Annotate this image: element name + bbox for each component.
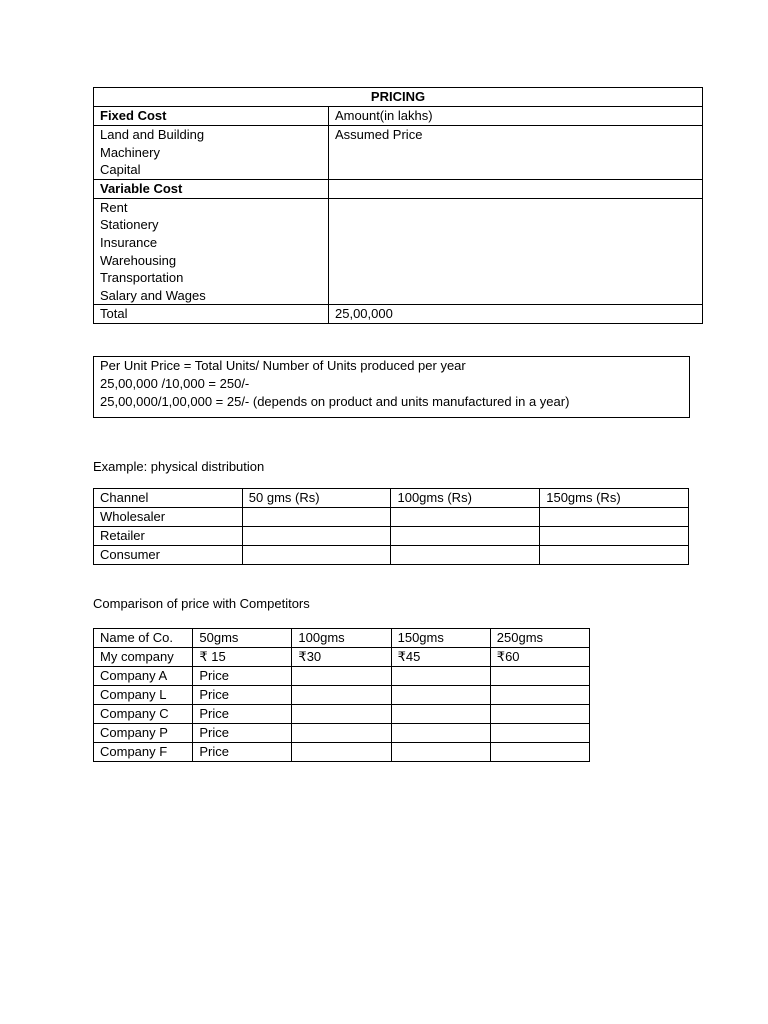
table-cell	[242, 508, 391, 527]
table-cell	[490, 686, 589, 705]
distribution-label: Example: physical distribution	[93, 459, 265, 474]
table-cell: Company P	[94, 724, 193, 743]
table-cell	[391, 546, 540, 565]
table-cell	[391, 667, 490, 686]
table-cell	[490, 743, 589, 762]
table-cell: My company	[94, 648, 193, 667]
distribution-table	[93, 488, 689, 565]
table-cell	[292, 705, 391, 724]
table-cell	[540, 546, 689, 565]
variable-cost-items	[94, 198, 329, 305]
table-cell	[292, 686, 391, 705]
table-cell: Company C	[94, 705, 193, 724]
header-cell: 50 gms (Rs)	[242, 489, 391, 508]
table-cell	[292, 724, 391, 743]
variable-cost-amount	[329, 179, 703, 198]
amount-header: Amount(in lakhs)	[329, 107, 703, 126]
table-cell: Wholesaler	[94, 508, 243, 527]
competitors-table	[93, 628, 590, 762]
header-cell: 150gms (Rs)	[540, 489, 689, 508]
table-row	[94, 648, 590, 667]
table-cell: ₹60	[490, 648, 589, 667]
header-cell: Channel	[94, 489, 243, 508]
pricing-title: PRICING	[94, 88, 703, 107]
table-row	[94, 527, 689, 546]
table-row	[94, 667, 590, 686]
table-row	[94, 743, 590, 762]
table-cell	[540, 527, 689, 546]
header-cell: 150gms	[391, 629, 490, 648]
table-header-row	[94, 489, 689, 508]
variable-item: Insurance	[100, 234, 158, 250]
table-cell	[391, 705, 490, 724]
variable-item: Rent	[100, 199, 128, 215]
table-row	[94, 686, 590, 705]
table-cell: Company L	[94, 686, 193, 705]
table-cell: ₹ 15	[193, 648, 292, 667]
table-cell: Price	[193, 743, 292, 762]
table-cell	[292, 667, 391, 686]
table-cell	[391, 527, 540, 546]
variable-item: Warehousing	[100, 252, 177, 268]
table-cell	[242, 546, 391, 565]
table-cell	[292, 743, 391, 762]
table-cell: Price	[193, 724, 292, 743]
table-cell	[490, 705, 589, 724]
fixed-item: Machinery	[100, 144, 160, 160]
table-row	[94, 546, 689, 565]
table-cell	[490, 667, 589, 686]
competitors-label: Comparison of price with Competitors	[93, 596, 310, 611]
table-cell: ₹45	[391, 648, 490, 667]
fixed-item: Land and Building	[100, 127, 205, 142]
table-cell: Price	[193, 705, 292, 724]
pricing-table	[93, 87, 703, 324]
table-cell: Company A	[94, 667, 193, 686]
table-header-row	[94, 629, 590, 648]
header-cell: 250gms	[490, 629, 589, 648]
header-cell: 100gms (Rs)	[391, 489, 540, 508]
table-cell: Price	[193, 686, 292, 705]
variable-item: Transportation	[100, 270, 184, 286]
header-cell: Name of Co.	[94, 629, 193, 648]
fixed-cost-items	[94, 126, 329, 180]
fixed-cost-header: Fixed Cost	[94, 107, 329, 126]
table-cell	[490, 724, 589, 743]
table-cell: Retailer	[94, 527, 243, 546]
table-cell	[391, 743, 490, 762]
table-cell: Consumer	[94, 546, 243, 565]
table-cell	[540, 508, 689, 527]
variable-cost-header: Variable Cost	[94, 179, 329, 198]
header-cell: 50gms	[193, 629, 292, 648]
table-cell: ₹30	[292, 648, 391, 667]
per-unit-price-box	[93, 356, 690, 418]
table-cell: Price	[193, 667, 292, 686]
table-cell: Company F	[94, 743, 193, 762]
table-cell	[242, 527, 391, 546]
fixed-item: Capital	[100, 162, 141, 178]
table-row	[94, 724, 590, 743]
variable-item: Stationery	[100, 217, 159, 233]
per-unit-line: Per Unit Price = Total Units/ Number of Units produced per year	[100, 358, 466, 373]
table-cell	[391, 686, 490, 705]
table-cell	[391, 724, 490, 743]
assumed-price: Assumed Price	[329, 126, 703, 180]
variable-item: Salary and Wages	[100, 287, 206, 303]
variable-items-amount	[329, 198, 703, 305]
total-label: Total	[94, 305, 329, 324]
table-row	[94, 705, 590, 724]
table-cell	[391, 508, 540, 527]
per-unit-line: 25,00,000/1,00,000 = 25/- (depends on product and units manufactured in a year)	[100, 394, 570, 409]
header-cell: 100gms	[292, 629, 391, 648]
per-unit-line: 25,00,000 /10,000 = 250/-	[100, 376, 250, 391]
table-row	[94, 508, 689, 527]
total-value: 25,00,000	[329, 305, 703, 324]
